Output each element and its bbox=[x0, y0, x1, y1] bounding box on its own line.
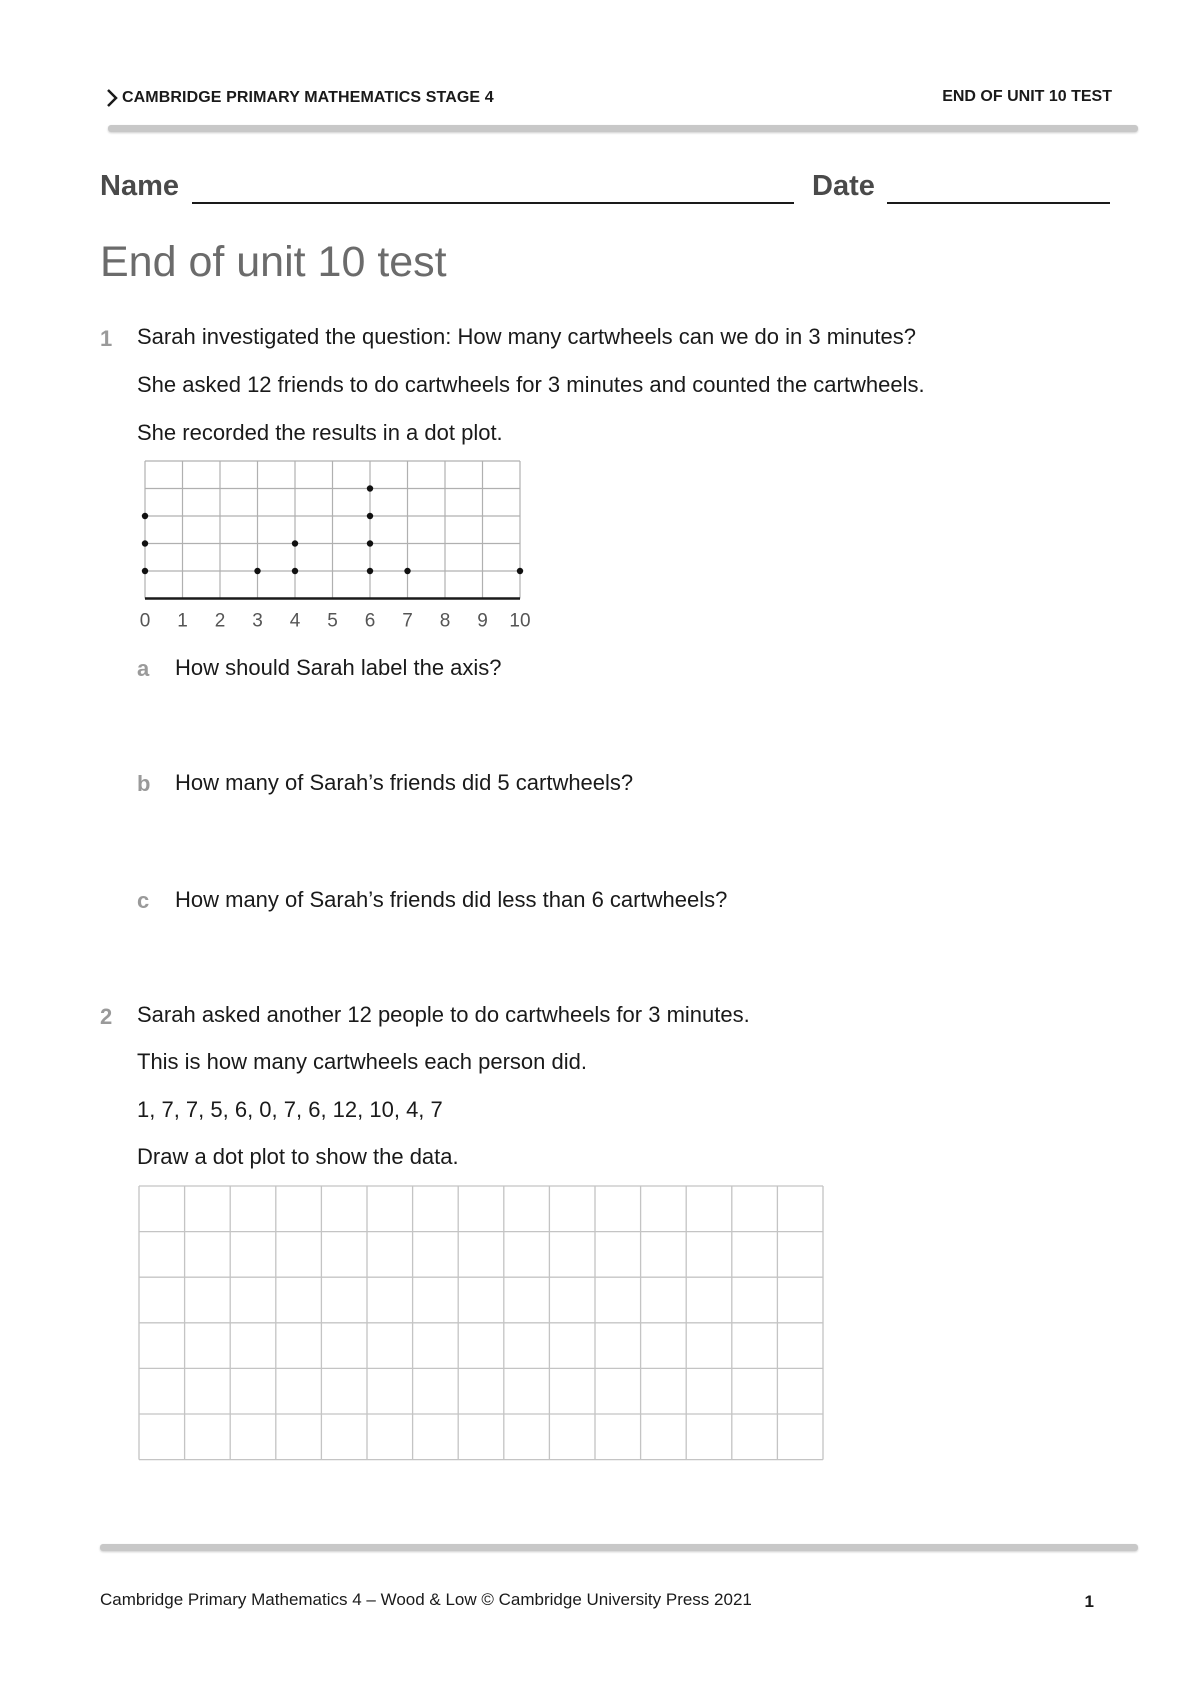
data-dot bbox=[367, 568, 373, 574]
question-2-number: 2 bbox=[100, 1004, 113, 1029]
chevron-right-icon bbox=[106, 88, 118, 108]
question-1-number: 1 bbox=[100, 326, 113, 351]
x-tick-label: 10 bbox=[509, 610, 531, 632]
question-2-line-1: Sarah asked another 12 people to do cartwheels for 3 minutes. bbox=[137, 1002, 750, 1027]
x-tick-label: 1 bbox=[177, 610, 188, 632]
header-series bbox=[106, 88, 494, 108]
x-tick-label: 2 bbox=[214, 610, 226, 632]
question-2-data-list: 1, 7, 7, 5, 6, 0, 7, 6, 12, 10, 4, 7 bbox=[137, 1097, 443, 1122]
x-tick-label: 7 bbox=[402, 610, 413, 632]
series-label: CAMBRIDGE PRIMARY MATHEMATICS STAGE 4 bbox=[122, 89, 494, 106]
part-a-letter: a bbox=[137, 656, 150, 681]
x-tick-label: 5 bbox=[327, 610, 338, 632]
data-dot bbox=[142, 540, 148, 546]
data-dot bbox=[292, 568, 298, 574]
dot-plot bbox=[130, 455, 540, 635]
header-divider bbox=[108, 125, 1138, 132]
part-c-letter: c bbox=[137, 888, 150, 913]
date-field[interactable] bbox=[887, 202, 1110, 204]
data-dot bbox=[404, 568, 410, 574]
data-dot bbox=[142, 513, 148, 519]
question-1-line-2: She asked 12 friends to do cartwheels for 3 minutes and counted the cartwheels. bbox=[137, 372, 925, 397]
x-tick-label: 3 bbox=[252, 610, 263, 632]
x-tick-label: 0 bbox=[139, 610, 151, 632]
data-dot bbox=[367, 540, 373, 546]
question-2-line-2: This is how many cartwheels each person did. bbox=[137, 1049, 587, 1074]
header-unit-label: END OF UNIT 10 TEST bbox=[942, 88, 1112, 105]
x-tick-label: 4 bbox=[289, 610, 301, 632]
page-number: 1 bbox=[1084, 1592, 1094, 1611]
data-dot bbox=[517, 568, 523, 574]
data-dot bbox=[142, 568, 148, 574]
answer-grid[interactable] bbox=[138, 1185, 826, 1461]
date-label: Date bbox=[812, 170, 875, 202]
question-2-line-4: Draw a dot plot to show the data. bbox=[137, 1144, 459, 1169]
footer-credit: Cambridge Primary Mathematics 4 – Wood & Low © Cambridge University Press 2021 bbox=[100, 1590, 752, 1609]
x-tick-label: 8 bbox=[439, 610, 451, 632]
part-c-text: How many of Sarah’s friends did less than 6 cartwheels? bbox=[175, 887, 728, 912]
footer-divider bbox=[100, 1544, 1138, 1551]
part-b-text: How many of Sarah’s friends did 5 cartwheels? bbox=[175, 770, 634, 795]
data-dot bbox=[292, 540, 298, 546]
page-title: End of unit 10 test bbox=[100, 238, 447, 286]
part-a-text: How should Sarah label the axis? bbox=[175, 655, 502, 680]
data-dot bbox=[367, 513, 373, 519]
question-1-line-3: She recorded the results in a dot plot. bbox=[137, 420, 503, 445]
part-b-letter: b bbox=[137, 771, 151, 796]
x-tick-label: 9 bbox=[477, 610, 488, 632]
name-label: Name bbox=[100, 170, 179, 202]
data-dot bbox=[367, 485, 373, 491]
x-tick-label: 6 bbox=[364, 610, 376, 632]
question-1-line-1: Sarah investigated the question: How many cartwheels can we do in 3 minutes? bbox=[137, 324, 916, 349]
name-field[interactable] bbox=[192, 202, 794, 204]
data-dot bbox=[254, 568, 260, 574]
